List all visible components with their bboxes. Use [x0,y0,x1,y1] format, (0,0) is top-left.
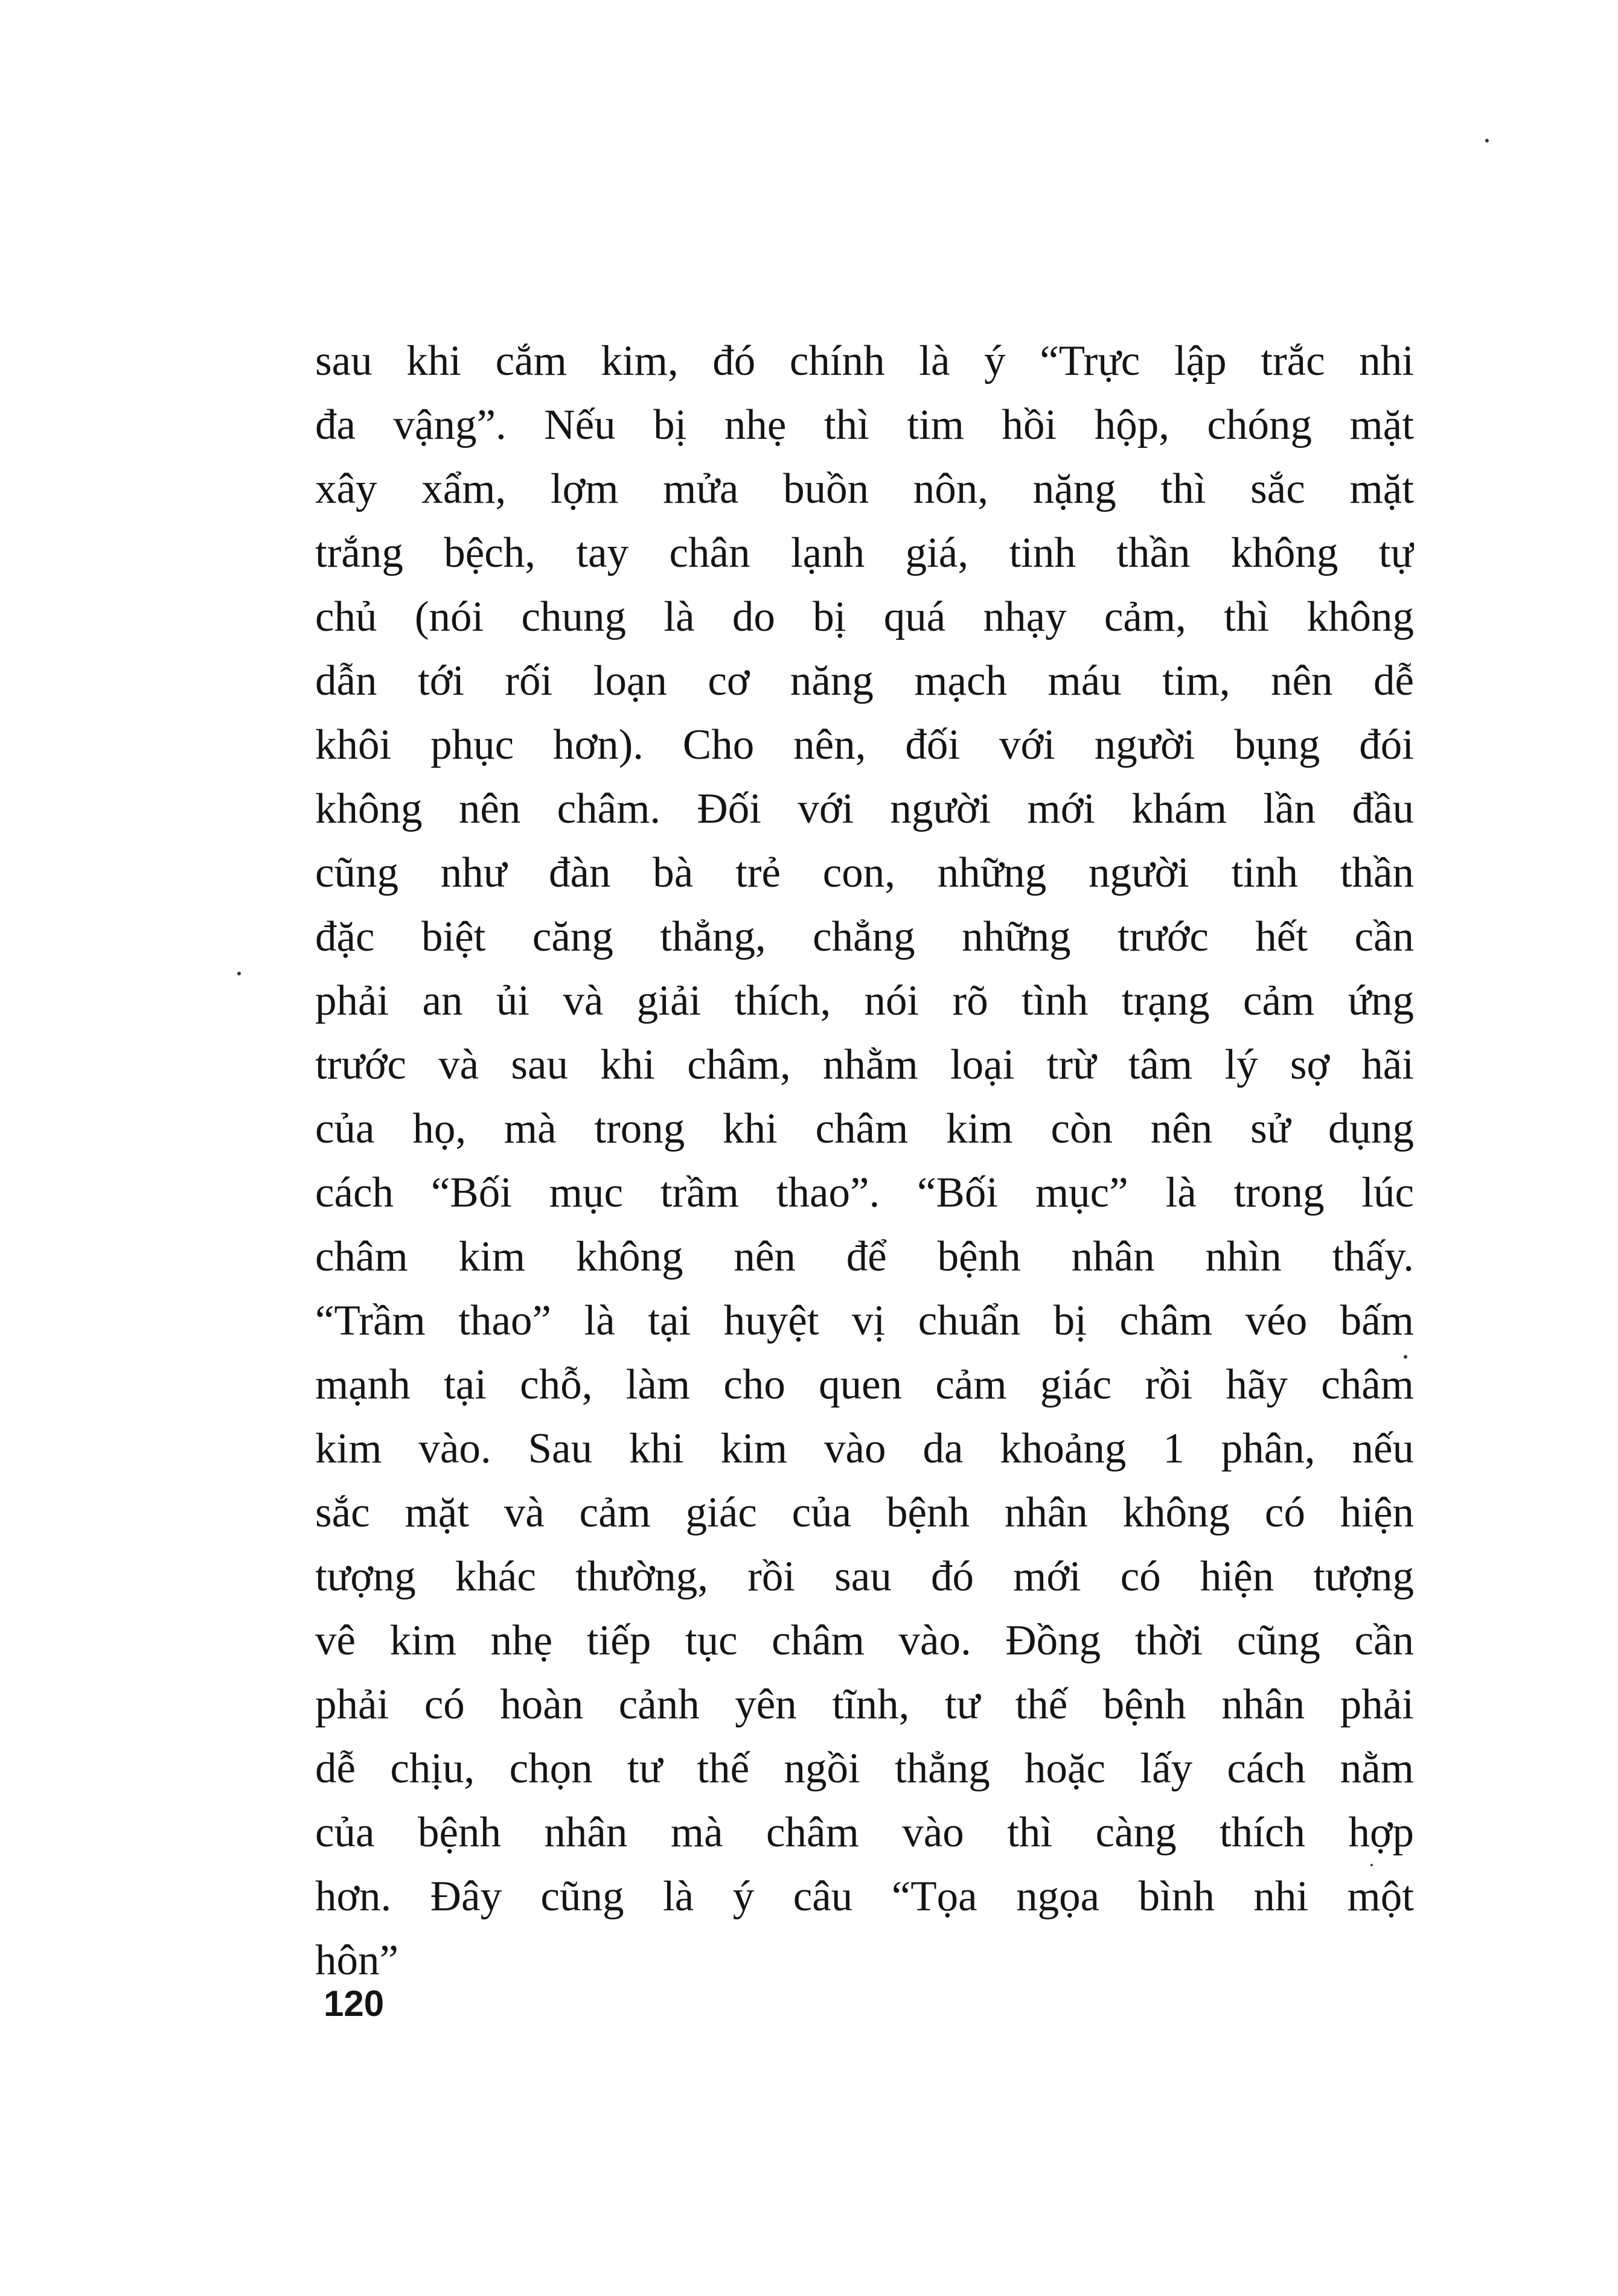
scan-speck [1485,139,1489,142]
text-line-9: cũng như đàn bà trẻ con, những người tinh thần [315,849,1414,896]
text-line-3: xây xẩm, lợm mửa buồn nôn, nặng thì sắc mặt [315,465,1414,512]
text-line-2: đa vậng”. Nếu bị nhẹ thì tim hồi hộp, chóng mặt [315,401,1414,448]
text-line-14: cách “Bối mục trầm thao”. “Bối mục” là trong lúc [315,1169,1414,1216]
text-line-25: hơn. Đây cũng là ý câu “Tọa ngọa bình nhi một [315,1873,1414,1920]
text-line-19: sắc mặt và cảm giác của bệnh nhân không có hiện [315,1489,1414,1536]
scan-speck [237,972,241,975]
text-line-21: vê kim nhẹ tiếp tục châm vào. Đồng thời cũng cần [315,1617,1414,1664]
text-line-5: chủ (nói chung là do bị quá nhạy cảm, thì không [315,593,1414,640]
scan-speck [1404,1355,1407,1359]
text-line-7: khôi phục hơn). Cho nên, đối với người bụng đói [315,721,1414,768]
text-line-18: kim vào. Sau khi kim vào da khoảng 1 phân, nếu [315,1425,1414,1472]
text-line-22: phải có hoàn cảnh yên tĩnh, tư thế bệnh nhân phải [315,1681,1414,1728]
text-line-17: mạnh tại chỗ, làm cho quen cảm giác rồi hãy châm [315,1361,1414,1408]
text-line-1: sau khi cắm kim, đó chính là ý “Trực lập trắc nhi [315,337,1414,384]
text-line-11: phải an ủi và giải thích, nói rõ tình trạng cảm ứng [315,977,1414,1024]
text-line-23: dễ chịu, chọn tư thế ngồi thẳng hoặc lấy cách nằm [315,1745,1414,1792]
text-line-12: trước và sau khi châm, nhằm loại trừ tâm lý sợ hãi [315,1041,1414,1088]
text-line-13: của họ, mà trong khi châm kim còn nên sử dụng [315,1105,1414,1152]
text-line-4: trắng bệch, tay chân lạnh giá, tinh thần không tự [315,529,1414,576]
text-line-15: châm kim không nên để bệnh nhân nhìn thấy. [315,1233,1414,1280]
text-line-10: đặc biệt căng thẳng, chẳng những trước hết cần [315,913,1414,960]
text-line-8: không nên châm. Đối với người mới khám lần đầu [315,785,1414,832]
text-line-24: của bệnh nhân mà châm vào thì càng thích hợp [315,1809,1414,1856]
scan-speck [1370,1864,1373,1866]
page-number: 120 [324,1983,385,2024]
body-text [315,329,1414,1992]
text-line-20: tượng khác thường, rồi sau đó mới có hiện tượng [315,1553,1414,1600]
text-line-26: hôn” [315,1937,399,1984]
text-line-6: dẫn tới rối loạn cơ năng mạch máu tim, nên dễ [315,657,1414,704]
text-line-16: “Trầm thao” là tại huyệt vị chuẩn bị châm véo bấm [315,1297,1414,1344]
